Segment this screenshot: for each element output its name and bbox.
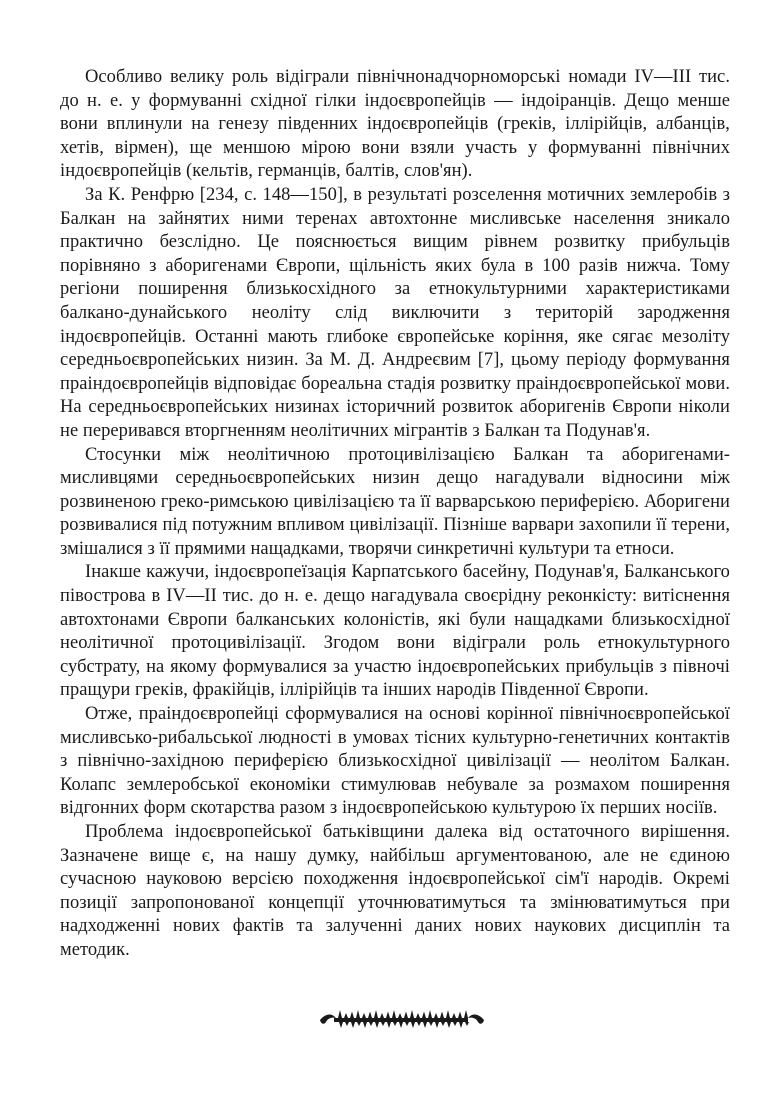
paragraph-2: За К. Ренфрю [234, с. 148—150], в результаті розселення мотичних землеробів з Балкан на зайнятих ними теренах автохтонне мисливське населення зникало практично безслідно. Це пояснюється вищим рівнем розвитку прибульців порівняно з аборигенами Європи, щільність яких була в 100 разів нижча. Тому регіони поширення близькосхідного за етнокультурними характеристиками балкано-дунайського неоліту слід виключити з територій зародження індоєвропейців. Останні мають глибоке європейське коріння, яке сягає мезоліту середньоєвропейських низин. За М. Д. Андреєвим [7], цьому періоду формування праіндоєвропейців відповідає бореальна стадія розвитку праіндоєвропейської мови. На середньоєвропейських низинах історичний розвиток аборигенів Європи ніколи не переривався вторгненням неолітичних мігрантів з Балкан та Подунав'я. (60, 184, 730, 441)
paragraph-4: Інакше кажучи, індоєвропеїзація Карпатського басейну, Подунав'я, Балканського півострова в IV—II тис. до н. е. дещо нагадувала своєрідну реконкісту: витіснення автохтонами Європи балканських колоністів, які були нащадками близькосхідної неолітичної протоцивілізації. Згодом вони відіграли роль етнокультурного субстрату, на якому формувалися за участю індоєвропейських прибульців з півночі пращури греків, фракійців, іллірійців та інших народів Південної Європи. (60, 562, 730, 701)
paragraph-1: Особливо велику роль відіграли північнонадчорноморські номади IV—III тис. до н. е. у формуванні східної гілки індоєвропейців — індоіранців. Дещо менше вони вплинули на генезу південних індоєвропейців (греків, іллірійців, албанців, хетів, вірмен), ще меншою мірою вони взяли участь у формуванні північних індоєвропейців (кельтів, германців, балтів, слов'ян). (60, 67, 730, 182)
paragraph-3: Стосунки між неолітичною протоцивілізацією Балкан та аборигенами-мисливцями середньоєвропейських низин дещо нагадували відносини між розвиненою греко-римською цивілізацією та її варварською периферією. Аборигени розвивалися під потужним впливом цивілізації. Пізніше варвари захопили її терени, змішалися з її прямими нащадками, творячи синкретичні культури та етноси. (60, 444, 730, 559)
paragraph-5: Отже, праіндоєвропейці сформувалися на основі корінної північноєвропейської мисливсько-рибальської людності в умовах тісних культурно-генетичних контактів з північно-західною периферією близькосхідної цивілізації — неолітом Балкан. Колапс землеробської економіки стимулював небувале за розмахом поширення відгонних форм скотарства разом з індоєвропейською культурою їх перших носіїв. (60, 704, 730, 819)
body-text (60, 66, 730, 963)
decorative-tailpiece-icon (318, 1009, 486, 1031)
paragraph-6: Проблема індоєвропейської батьківщини далека від остаточного вирішення. Зазначене вище є, на нашу думку, найбільш аргументованою, але не єдиною сучасною науковою версією походження індоєвропейської сім'ї народів. Окремі позиції запропонованої концепції уточнюватимуться та змінюватимуться при надходженні нових фактів та залученні даних нових наукових дисциплін та методик. (60, 822, 730, 960)
